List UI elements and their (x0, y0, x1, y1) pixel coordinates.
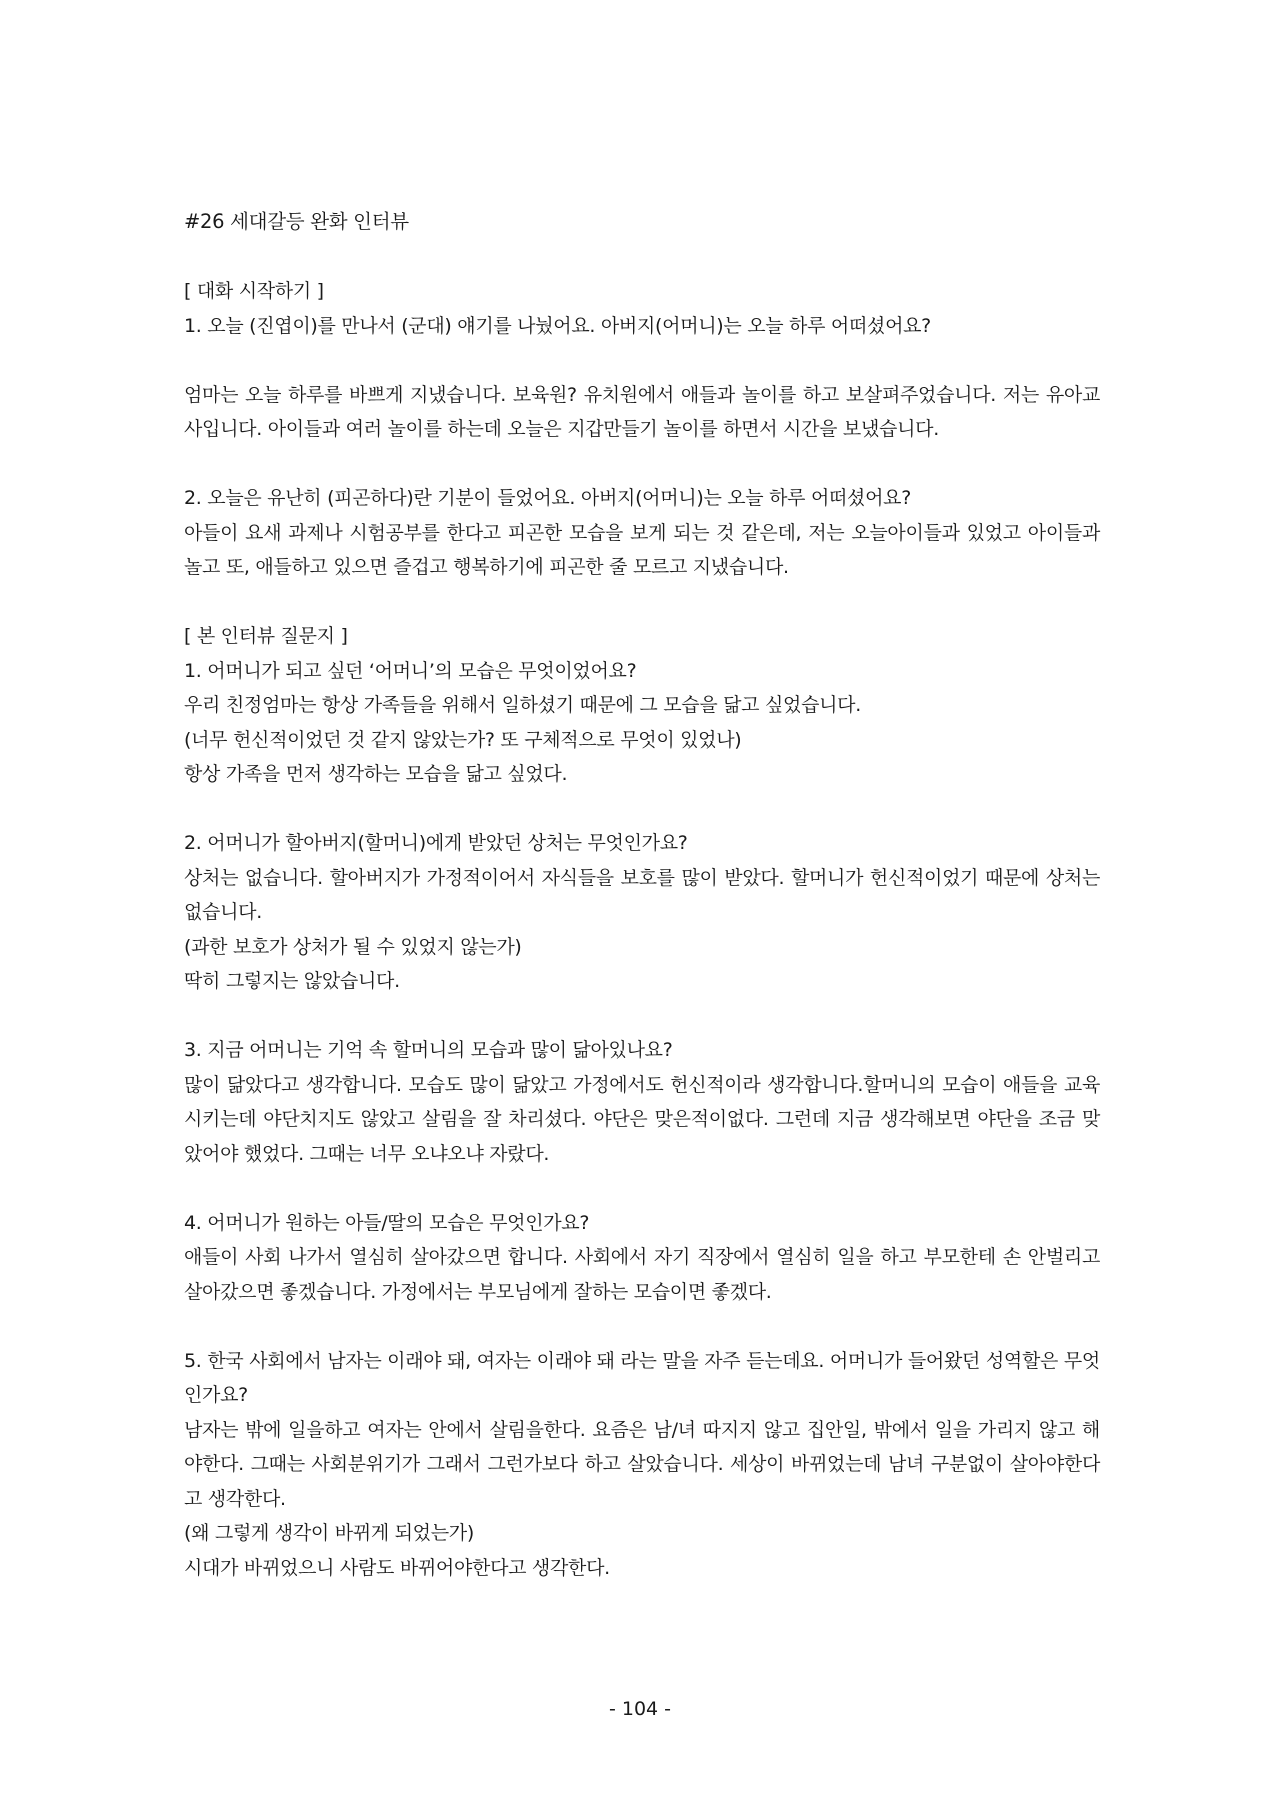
answer-text: 항상 가족을 먼저 생각하는 모습을 닮고 싶었다. (184, 763, 568, 785)
section-header-main-interview: [ 본 인터뷰 질문지 ] (184, 625, 348, 647)
answer-text: 애들이 사회 나가서 열심히 살아갔으면 합니다. 사회에서 자기 직장에서 열심히 일을 하고 부모한테 손 안벌리고 살아갔으면 좋겠습니다. 가정에서는 부모님에게 잘하는 모습이면 좋겠다. (184, 1246, 1100, 1303)
interview-item (184, 654, 1100, 792)
answer-text: 엄마는 오늘 하루를 바쁘게 지냈습니다. 보육원? 유치원에서 애들과 놀이를 하고 보살펴주었습니다. 저는 유아교사입니다. 아이들과 여러 놀이를 하는데 오늘은 지갑만들기 놀이를 하면서 시간을 보냈습니다. (184, 383, 1100, 440)
question-text: 2. 어머니가 할아버지(할머니)에게 받았던 상처는 무엇인가요? (184, 832, 688, 854)
question-text: 5. 한국 사회에서 남자는 이래야 돼, 여자는 이래야 돼 라는 말을 자주 듣는데요. 어머니가 들어왔던 성역할은 무엇인가요? (184, 1349, 1100, 1406)
question-text: 4. 어머니가 원하는 아들/딸의 모습은 무엇인가요? (184, 1211, 590, 1234)
spacer (184, 792, 1100, 827)
answer-text: 시대가 바뀌었으니 사람도 바뀌어야한다고 생각한다. (184, 1556, 610, 1579)
answer-text: 많이 닮았다고 생각합니다. 모습도 많이 닮았고 가정에서도 헌신적이라 생각합니다.할머니의 모습이 애들을 교육시키는데 야단치지도 않았고 살림을 잘 차리셨다. 야단은 맞은적이없다. 그런데 지금 생각해보면 야단을 조금 맞았어야 했었다. 그때는 너무 오냐오냐 자랐다. (184, 1073, 1100, 1165)
spacer (184, 585, 1100, 620)
answer-text: 남자는 밖에 일을하고 여자는 안에서 살림을한다. 요즘은 남/녀 따지지 않고 집안일, 밖에서 일을 가리지 않고 해야한다. 그때는 사회분위기가 그래서 그런가보다 하고 살았습니다. 세상이 바뀌었는데 남녀 구분없이 살아야한다고 생각한다. (184, 1418, 1100, 1510)
spacer (184, 999, 1100, 1034)
spacer (184, 343, 1100, 378)
answer-text: 상처는 없습니다. 할아버지가 가정적이어서 자식들을 보호를 많이 받았다. 할머니가 헌신적이었기 때문에 상처는 없습니다. (184, 866, 1100, 923)
document-title: #26 세대갈등 완화 인터뷰 (184, 210, 409, 233)
answer-text: 우리 친정엄마는 항상 가족들을 위해서 일하셨기 때문에 그 모습을 닮고 싶었습니다. (184, 694, 861, 716)
spacer (184, 447, 1100, 482)
answer-text: 아들이 요새 과제나 시험공부를 한다고 피곤한 모습을 보게 되는 것 같은데, 저는 오늘아이들과 있었고 아이들과 놀고 또, 애들하고 있으면 즐겁고 행복하기에 피곤한 줄 모르고 지냈습니다. (184, 521, 1100, 578)
answer-text: 딱히 그렇지는 않았습니다. (184, 970, 400, 992)
follow-up-question: (왜 그렇게 생각이 바뀌게 되었는가) (184, 1522, 474, 1544)
interview-item (184, 826, 1100, 999)
follow-up-question: (과한 보호가 상처가 될 수 있었지 않는가) (184, 935, 522, 958)
question-text: 1. 오늘 (진엽이)를 만나서 (군대) 얘기를 나눴어요. 아버지(어머니)는 오늘 하루 어떠셨어요? (184, 314, 931, 337)
interview-item (184, 1206, 1100, 1310)
question-text: 2. 오늘은 유난히 (피곤하다)란 기분이 들었어요. 아버지(어머니)는 오늘 하루 어떠셨어요? (184, 487, 911, 509)
spacer (184, 1309, 1100, 1344)
section-header-conversation-start: [ 대화 시작하기 ] (184, 280, 324, 302)
follow-up-question: (너무 헌신적이었던 것 같지 않았는가? 또 구체적으로 무엇이 있었나) (184, 728, 742, 751)
interview-item (184, 1033, 1100, 1171)
document-body (184, 205, 1100, 1585)
question-text: 1. 어머니가 되고 싶던 ‘어머니’의 모습은 무엇이었어요? (184, 659, 637, 682)
page-number: - 104 - (608, 1698, 672, 1720)
question-text: 3. 지금 어머니는 기억 속 할머니의 모습과 많이 닮아있나요? (184, 1039, 673, 1061)
interview-item (184, 1344, 1100, 1586)
spacer (184, 1171, 1100, 1206)
